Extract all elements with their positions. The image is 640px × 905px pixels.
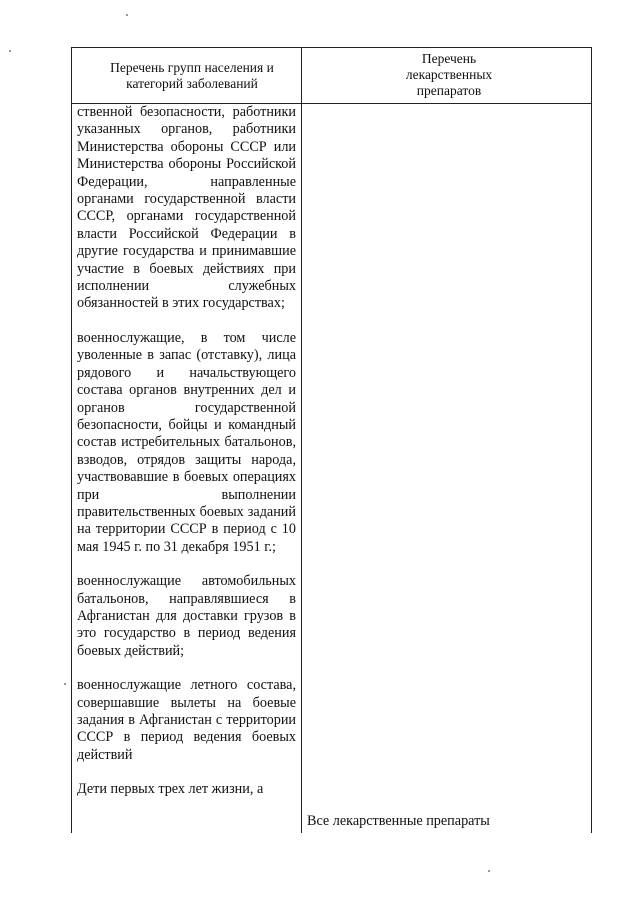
- scan-speck: [64, 683, 66, 685]
- medicines-cell-all: Все лекарственные препараты: [307, 813, 490, 829]
- column-divider: [301, 47, 302, 833]
- scan-speck: [488, 870, 490, 872]
- paragraph-flight-crew: военнослужащие летного состава, совершавшие вылеты на боевые задания в Афганистан с территории СССР в период ведения боевых действий: [77, 677, 296, 763]
- table-top-border: [71, 47, 592, 48]
- table-right-border: [591, 47, 592, 833]
- scan-speck: [9, 50, 11, 52]
- header-population-groups: Перечень групп населения и категорий заболеваний: [110, 60, 274, 91]
- scan-speck: [126, 14, 128, 16]
- paragraph-state-security: ственной безопасности, работники указанных органов, работники Министерства обороны СССР или Министерства обороны Российской Федерации, направленные органами государственной власти СССР, органами государственной власти Российской Федерации в другие государства и принимавшие участие в боевых действиях при исполнении служебных обязанностей в этих государствах;: [77, 104, 296, 312]
- paragraph-servicemen-1945-1951: военнослужащие, в том числе уволенные в запас (отставку), лица рядового и начальствующего состава органов внутренних дел и органов государственной безопасности, бойцы и командный состав истребительных батальонов, взводов, отрядов защиты народа, участвовавшие в боевых операциях при выполнении правительственных боевых заданий на территории СССР в период с 10 мая 1945 г. по 31 декабря 1951 г.;: [77, 329, 296, 555]
- paragraph-children-first-three-years: Дети первых трех лет жизни, а: [77, 781, 264, 798]
- paragraph-auto-battalions: военнослужащие автомобильных батальонов, направлявшиеся в Афганистан для доставки грузов в это государство в период ведения боевых действий;: [77, 573, 296, 659]
- population-groups-cell: [77, 104, 296, 799]
- table-left-border: [71, 47, 72, 833]
- header-medicines: Перечень лекарственных препаратов: [405, 51, 493, 98]
